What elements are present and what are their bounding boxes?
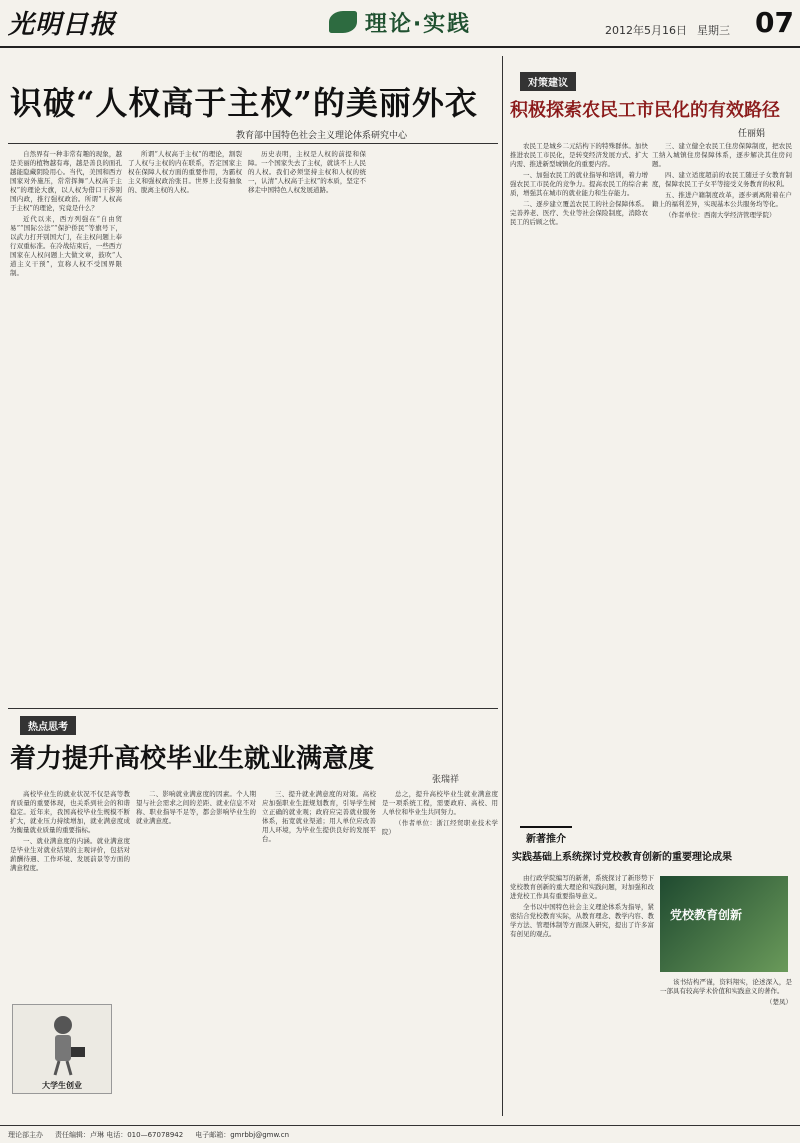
article3-paragraph: 二、影响就业满意度的因素。个人期望与社会需求之间的差距、就业信息不对称、职业指导不足等，都会影响毕业生的就业满意度。 [136, 790, 256, 825]
newspaper-logo: 光明日报 [8, 10, 117, 40]
article2-paragraph: 三、建立健全农民工住房保障制度，把农民工纳入城镇住房保障体系，逐步解决其住房问题。 [652, 142, 792, 168]
cartoon-illustration [12, 1004, 112, 1094]
article4-col2 [660, 978, 792, 1114]
article2-paragraph: 四、建立适度超前的农民工随迁子女教育制度，保障农民工子女平等接受义务教育的权利。 [652, 171, 792, 188]
article3-title: 着力提升高校毕业生就业满意度 [10, 744, 375, 774]
article3-footnote: （作者单位：浙江经贸职业技术学院） [382, 819, 498, 836]
article4-title: 实践基础上系统探讨党校教育创新的重要理论成果 [512, 852, 732, 863]
article1-col4 [372, 150, 498, 660]
person-with-briefcase-icon [13, 1005, 111, 1079]
article1-col1 [10, 150, 122, 660]
article1-col3 [248, 150, 366, 660]
article2-footnote: （作者单位：西南大学经济管理学院） [665, 211, 776, 219]
article1-paragraph: 历史表明，主权是人权的前提和保障。一个国家失去了主权，就谈不上人民的人权。我们必须坚持主权和人权的统一，认清“人权高于主权”的本质，坚定不移走中国特色人权发展道路。 [248, 150, 366, 194]
article1-paragraph: 自然界有一种非常有趣的现象，越是美丽的植物越有毒，越是善良的面孔越能隐藏阴险用心。当代，美国和西方国家对外施压，常常挥舞“人权高于主权”的理论大旗，以人权为借口干涉别国内政，推行强权政治。所谓“人权高于主权”的理论，究竟是什么？ [10, 150, 122, 212]
article2-paragraph: 农民工是城乡二元结构下的特殊群体。加快推进农民工市民化，是转变经济发展方式、扩大内需、推进新型城镇化的重要内容。 [510, 142, 648, 168]
page-number: 07 [755, 6, 794, 39]
divider [8, 708, 498, 709]
article1-paragraph: 近代以来，西方列强在“自由贸易”“国际公法”“保护侨民”等旗号下，以武力打开别国大门，在主权问题上奉行双重标准。在冷战结束后，一些西方国家在人权问题上大做文章，鼓吹“人道主义干预”，宣称人权不受国界限制。 [10, 215, 122, 277]
article3-col3 [262, 790, 376, 1110]
article1-byline: 教育部中国特色社会主义理论体系研究中心 [236, 131, 408, 141]
article3-paragraph: 总之，提升高校毕业生就业满意度是一项系统工程，需要政府、高校、用人单位和毕业生共同努力。 [382, 790, 498, 816]
divider [502, 716, 503, 1116]
article4-col1 [510, 874, 654, 1114]
book-cover-title: 党校教育创新 [670, 908, 743, 922]
article4-kicker: 新著推介 [520, 826, 572, 847]
article3-kicker: 热点思考 [20, 716, 76, 735]
issue-date: 2012年5月16日 [605, 24, 687, 37]
article3-paragraph: 一、就业满意度的内涵。就业满意度是毕业生对就业结果的主观评价，包括对薪酬待遇、工作环境、发展前景等方面的满意程度。 [10, 837, 130, 872]
leaf-icon [329, 11, 357, 33]
article3-col2 [136, 790, 256, 1110]
footer-email: 电子邮箱：gmrbbj@gmw.cn [195, 1130, 290, 1139]
section-title: 理论·实践 [364, 11, 472, 37]
article4-paragraph: 全书以中国特色社会主义理论体系为指导，紧密结合党校教育实际，从教育理念、教学内容、教学方法、管理体制等方面深入研究，提出了许多富有创见的观点。 [510, 903, 654, 938]
cartoon-caption: 大学生创业 [42, 1080, 82, 1090]
article2-title: 积极探索农民工市民化的有效路径 [510, 100, 780, 121]
article1-col2 [128, 150, 242, 660]
masthead [0, 0, 800, 48]
section-banner [300, 8, 500, 36]
article3-paragraph: 高校毕业生的就业状况不仅是高等教育质量的重要体现，也关系到社会的和谐稳定。近年来，我国高校毕业生规模不断扩大，就业压力持续增加，就业满意度成为衡量就业质量的重要指标。 [10, 790, 130, 834]
article2-paragraph: 二、逐步建立覆盖农民工的社会保障体系。完善养老、医疗、失业等社会保险制度，消除农民工的后顾之忧。 [510, 200, 648, 226]
book-cover [660, 876, 788, 972]
issue-weekday: 星期三 [697, 24, 730, 37]
article4-signoff: （楚凤） [766, 998, 792, 1006]
page-footer [0, 1125, 800, 1143]
article2-paragraph: 五、推进户籍制度改革，逐步剥离附着在户籍上的福利差异，实现基本公共服务均等化。 [652, 191, 792, 208]
footer-editor: 理论部主办 [8, 1130, 43, 1139]
article3-author: 张瑞祥 [432, 775, 460, 785]
divider [8, 143, 498, 144]
article2-col2 [652, 142, 792, 702]
article1-paragraph: 所谓“人权高于主权”的理论，割裂了人权与主权的内在联系，否定国家主权在保障人权方面的重要作用，为霸权主义和强权政治张目。世界上没有抽象的、脱离主权的人权。 [128, 150, 242, 194]
article2-col1 [510, 142, 648, 702]
issue-meta [605, 22, 730, 38]
article4-paragraph: 该书结构严谨，资料翔实，论述深入，是一部具有较高学术价值和实践意义的著作。 [660, 978, 792, 995]
article3-col4 [382, 790, 498, 1110]
article1-title: 识破“人权高于主权”的美丽外衣 [10, 84, 478, 122]
article2-paragraph: 一、加强农民工的就业指导和培训，着力增强农民工市民化的竞争力。提高农民工的综合素质，增强其在城市的就业能力和生存能力。 [510, 171, 648, 197]
divider [502, 56, 503, 716]
article2-kicker: 对策建议 [520, 72, 576, 91]
article3-paragraph: 三、提升就业满意度的对策。高校应加强职业生涯规划教育，引导学生树立正确的就业观；政府应完善就业服务体系，拓宽就业渠道；用人单位应改善用人环境，为毕业生提供良好的发展平台。 [262, 790, 376, 843]
article3-col1 [10, 790, 130, 1000]
article2-author: 任丽娟 [738, 129, 766, 139]
article4-paragraph: 由行政学院编写的新著，系统探讨了新形势下党校教育创新的重大理论和实践问题，对加强和改进党校工作具有重要指导意义。 [510, 874, 654, 900]
footer-contact: 责任编辑：卢琳 电话：010—67078942 [55, 1130, 184, 1139]
